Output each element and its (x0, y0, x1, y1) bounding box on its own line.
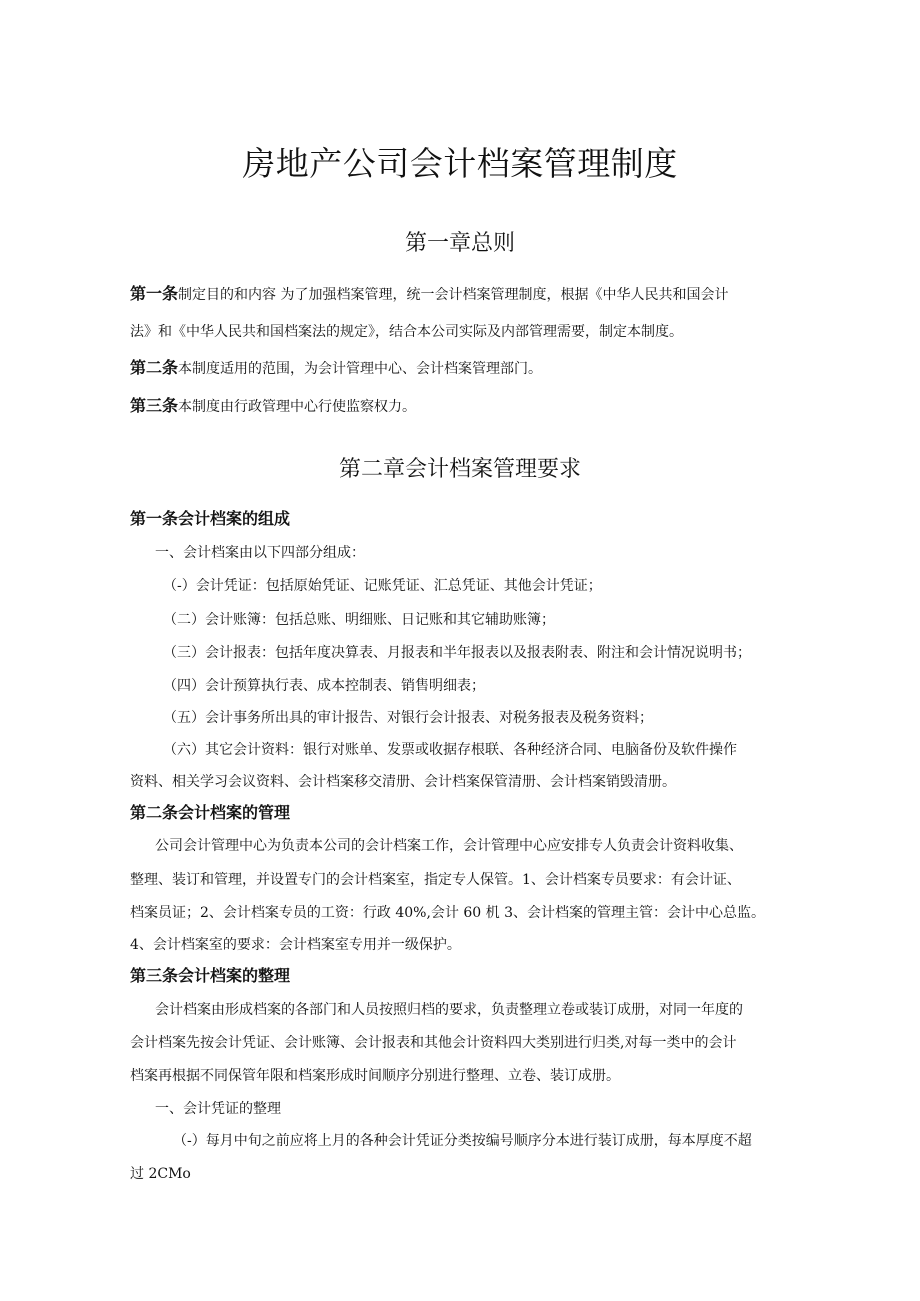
section-1-heading: 第一条会计档案的组成 (130, 509, 291, 528)
list-item: （四）会计预算执行表、成本控制表、销售明细表； (163, 678, 485, 694)
paragraph-line: 公司会计管理中心为负责本公司的会计档案工作，会计管理中心应安排专人负责会计资料收集、 (155, 838, 743, 854)
article-1-continued: 法》和《中华人民共和国档案法的规定》，结合本公司实际及内部管理需要，制定本制度。 (130, 324, 683, 340)
section-3-heading: 第三条会计档案的整理 (130, 966, 291, 985)
list-item: （六）其它会计资料：银行对账单、发票或收据存根联、各种经济合同、电脑备份及软件操作 (163, 742, 737, 758)
document-title: 房地产公司会计档案管理制度 (242, 144, 678, 183)
article-1-text: 制定目的和内容 为了加强档案管理，统一会计档案管理制度，根据《中华人民共和国会计 (178, 287, 729, 303)
article-2 (130, 358, 542, 379)
list-item: （-）会计凭证：包括原始凭证、记账凭证、汇总凭证、其他会计凭证； (163, 578, 602, 594)
article-2-text: 本制度适用的范围，为会计管理中心、会计档案管理部门。 (178, 361, 543, 377)
chapter-2-heading: 第二章会计档案管理要求 (338, 457, 581, 482)
chapter-1-heading: 第一章总则 (404, 231, 515, 256)
article-3-label: 第三条 (130, 396, 179, 415)
paragraph-line: 整理、装订和管理，并设置专门的会计档案室，指定专人保管。1、会计档案专员要求：有会计证、 (130, 872, 741, 888)
article-1-label: 第一条 (130, 284, 179, 303)
article-3-text: 本制度由行政管理中心行使监察权力。 (178, 399, 417, 415)
paragraph-line: 4、会计档案室的要求：会计档案室专用并一级保护。 (130, 937, 461, 953)
paragraph-line: 档案再根据不同保管年限和档案形成时间顺序分别进行整理、立卷、装订成册。 (130, 1068, 620, 1084)
paragraph-line: （-）每月中旬之前应将上月的各种会计凭证分类按编号顺序分本进行装订成册，每本厚度不超 (173, 1133, 752, 1149)
section-1-intro: 一、会计档案由以下四部分组成： (155, 545, 365, 561)
list-item: （五）会计事务所出具的审计报告、对银行会计报表、对税务报表及税务资料； (163, 710, 653, 726)
list-item: （二）会计账簿：包括总账、明细账、日记账和其它辅助账簿； (163, 612, 555, 628)
paragraph-line: 会计档案先按会计凭证、会计账簿、会计报表和其他会计资料四大类别进行归类,对每一类中的会计 (130, 1035, 737, 1051)
article-1 (130, 284, 728, 305)
list-item: （三）会计报表：包括年度决算表、月报表和半年报表以及报表附表、附注和会计情况说明书； (163, 645, 751, 661)
article-3 (130, 396, 416, 417)
section-2-heading: 第二条会计档案的管理 (130, 803, 291, 822)
paragraph-line: 档案员证；2、会计档案专员的工资：行政 40%,会计 60 机 3、会计档案的管理主管：会计中心总监。 (130, 905, 765, 921)
list-item-continued: 资料、相关学习会议资料、会计档案移交清册、会计档案保管清册、会计档案销毁清册。 (130, 774, 676, 790)
paragraph-line: 会计档案由形成档案的各部门和人员按照归档的要求，负责整理立卷或装订成册，对同一年度的 (155, 1002, 743, 1018)
article-2-label: 第二条 (130, 358, 179, 377)
subsection-heading: 一、会计凭证的整理 (155, 1101, 281, 1117)
paragraph-line: 过 2CMo (130, 1166, 191, 1182)
